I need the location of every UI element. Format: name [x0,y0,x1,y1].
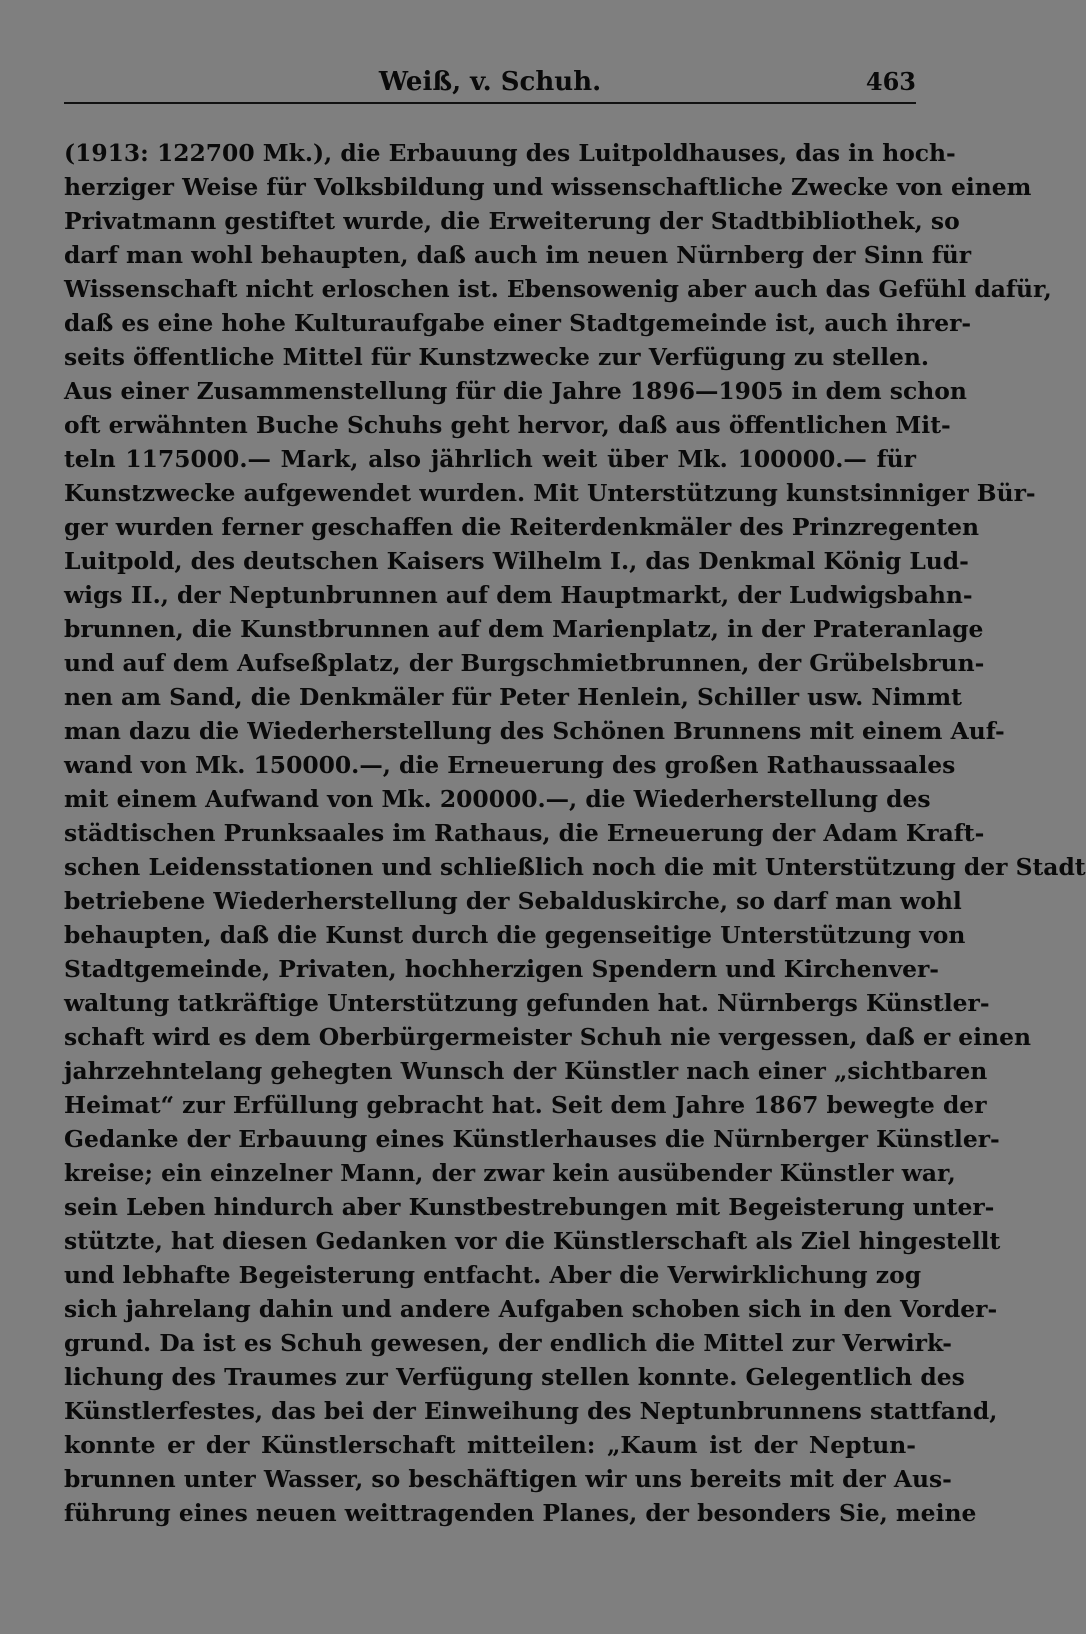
text-line: Künstlerfestes, das bei der Einweihung des Neptunbrunnens stattfand, [64,1397,998,1425]
text-line: (1913: 122700 Mk.), die Erbauung des Luitpoldhauses, das in hoch- [64,139,956,167]
text-line: herziger Weise für Volksbildung und wissenschaftliche Zwecke von einem [64,173,1032,201]
text-line: wand von Mk. 150000.—, die Erneuerung des großen Rathaussaales [64,751,956,779]
running-title: Weiß, v. Schuh. [378,67,602,97]
text-line: brunnen, die Kunstbrunnen auf dem Marienplatz, in der Prateranlage [64,615,984,643]
text-line: schen Leidensstationen und schließlich noch die mit Unterstützung der Stadt [64,853,1086,881]
text-line: kreise; ein einzelner Mann, der zwar kein ausübender Künstler war, [64,1159,956,1187]
page-number: 463 [865,67,916,96]
text-line: sein Leben hindurch aber Kunstbestrebungen mit Begeisterung unter- [64,1193,995,1221]
text-line: lichung des Traumes zur Verfügung stellen konnte. Gelegentlich des [64,1363,965,1391]
text-line: behaupten, daß die Kunst durch die gegenseitige Unterstützung von [64,921,966,949]
text-line: Stadtgemeinde, Privaten, hochherzigen Spendern und Kirchenver- [64,955,939,983]
text-line: man dazu die Wiederherstellung des Schönen Brunnens mit einem Auf- [64,717,1005,745]
text-line: nen am Sand, die Denkmäler für Peter Henlein, Schiller usw. Nimmt [64,683,962,711]
text-line: wigs II., der Neptunbrunnen auf dem Hauptmarkt, der Ludwigsbahn- [64,581,973,609]
text-line: jahrzehntelang gehegten Wunsch der Künstler nach einer „sichtbaren [64,1057,988,1085]
text-line: Wissenschaft nicht erloschen ist. Ebensowenig aber auch das Gefühl dafür, [64,275,1052,303]
text-line: Aus einer Zusammenstellung für die Jahre 1896—1905 in dem schon [64,377,967,405]
text-line: seits öffentliche Mittel für Kunstzwecke zur Verfügung zu stellen. [64,343,929,371]
text-line: stützte, hat diesen Gedanken vor die Künstlerschaft als Ziel hingestellt [64,1227,1001,1255]
text-line: daß es eine hohe Kulturaufgabe einer Stadtgemeinde ist, auch ihrer- [64,309,972,337]
text-line: Privatmann gestiftet wurde, die Erweiterung der Stadtbibliothek, so [64,207,960,235]
text-line: schaft wird es dem Oberbürgermeister Schuh nie vergessen, daß er einen [64,1023,1031,1051]
text-line: brunnen unter Wasser, so beschäftigen wir uns bereits mit der Aus- [64,1465,952,1493]
text-line: Kunstzwecke aufgewendet wurden. Mit Unterstützung kunstsinniger Bür- [64,479,1036,507]
text-line: teln 1175000.— Mark, also jährlich weit über Mk. 100000.— für [64,445,916,473]
text-line: Heimat“ zur Erfüllung gebracht hat. Seit dem Jahre 1867 bewegte der [64,1091,987,1119]
text-line: führung eines neuen weittragenden Planes, der besonders Sie, meine [64,1499,977,1527]
body-text [64,136,1086,1530]
text-line: oft erwähnten Buche Schuhs geht hervor, daß aus öffentlichen Mit- [64,411,951,439]
text-line: waltung tatkräftige Unterstützung gefunden hat. Nürnbergs Künstler- [64,989,990,1017]
header-rule [64,102,916,104]
text-line: und auf dem Aufseßplatz, der Burgschmietbrunnen, der Grübelsbrun- [64,649,985,677]
text-line: sich jahrelang dahin und andere Aufgaben schoben sich in den Vorder- [64,1295,998,1323]
text-line: und lebhafte Begeisterung entfacht. Aber die Verwirklichung zog [64,1261,922,1289]
page-header [64,62,916,102]
text-line: mit einem Aufwand von Mk. 200000.—, die Wiederherstellung des [64,785,931,813]
text-line: grund. Da ist es Schuh gewesen, der endlich die Mittel zur Verwirk- [64,1329,952,1357]
text-line: betriebene Wiederherstellung der Sebalduskirche, so darf man wohl [64,887,962,915]
text-line: Luitpold, des deutschen Kaisers Wilhelm I., das Denkmal König Lud- [64,547,969,575]
text-line: darf man wohl behaupten, daß auch im neuen Nürnberg der Sinn für [64,241,972,269]
text-line: ger wurden ferner geschaffen die Reiterdenkmäler des Prinzregenten [64,513,980,541]
text-line: Gedanke der Erbauung eines Künstlerhauses die Nürnberger Künstler- [64,1125,1000,1153]
text-line: städtischen Prunksaales im Rathaus, die Erneuerung der Adam Kraft- [64,819,985,847]
text-line: konnte er der Künstlerschaft mitteilen: „Kaum ist der Neptun- [64,1431,916,1459]
